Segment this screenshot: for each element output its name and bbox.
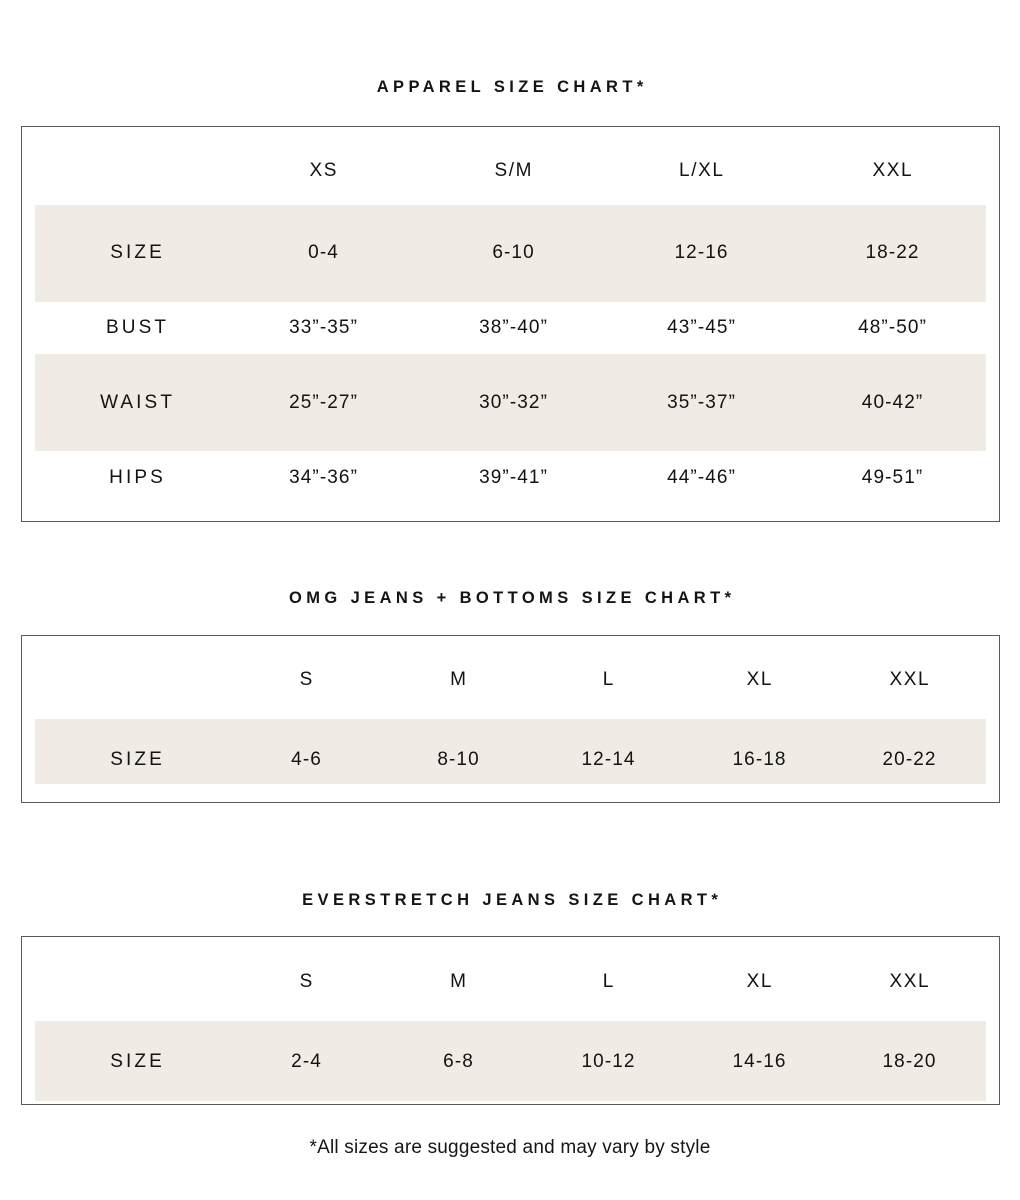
apparel-row-label-bust: BUST [106,317,170,338]
apparel-cell-size-xxl: 18-22 [865,242,920,263]
apparel-column-header-s-m: S/M [494,160,534,181]
everstretch-jeans-cell-size-s: 2-4 [291,1051,322,1072]
apparel-cell-waist-s-m: 30”-32” [479,392,549,413]
apparel-column-header-xs: XS [309,160,339,181]
apparel-cell-bust-l-xl: 43”-45” [667,317,737,338]
apparel-cell-hips-s-m: 39”-41” [479,467,549,488]
omg-jeans-cell-size-xl: 16-18 [732,749,787,770]
omg-jeans-cell-size-m: 8-10 [437,749,480,770]
apparel-cell-size-xs: 0-4 [308,242,339,263]
apparel-chart-title: APPAREL SIZE CHART* [376,78,648,96]
apparel-cell-bust-xxl: 48”-50” [858,317,928,338]
apparel-cell-hips-xs: 34”-36” [289,467,359,488]
omg-jeans-cell-size-s: 4-6 [291,749,322,770]
apparel-column-header-xxl: XXL [872,160,914,181]
apparel-cell-size-s-m: 6-10 [492,242,535,263]
everstretch-jeans-cell-size-xl: 14-16 [732,1051,787,1072]
apparel-size-table [21,126,1000,522]
everstretch-jeans-column-header-s: S [299,971,314,992]
apparel-column-header-l-xl: L/XL [679,160,725,181]
everstretch-jeans-chart-title: EVERSTRETCH JEANS SIZE CHART* [302,891,723,909]
omg-jeans-size-table [21,635,1000,803]
everstretch-jeans-column-header-m: M [450,971,468,992]
omg-jeans-cell-size-l: 12-14 [581,749,636,770]
apparel-row-label-hips: HIPS [109,467,166,488]
omg-jeans-row-shade-size [35,719,986,784]
everstretch-jeans-column-header-xxl: XXL [889,971,931,992]
everstretch-jeans-size-table [21,936,1000,1105]
apparel-cell-size-l-xl: 12-16 [674,242,729,263]
omg-jeans-column-header-l: L [602,669,615,690]
omg-jeans-column-header-s: S [299,669,314,690]
omg-jeans-cell-size-xxl: 20-22 [882,749,937,770]
omg-jeans-row-label-size: SIZE [110,749,165,770]
everstretch-jeans-cell-size-xxl: 18-20 [882,1051,937,1072]
omg-jeans-column-header-m: M [450,669,468,690]
apparel-cell-bust-xs: 33”-35” [289,317,359,338]
everstretch-jeans-row-label-size: SIZE [110,1051,165,1072]
omg-jeans-column-header-xxl: XXL [889,669,931,690]
apparel-cell-hips-xxl: 49-51” [861,467,924,488]
omg-jeans-column-header-xl: XL [746,669,774,690]
apparel-row-label-waist: WAIST [100,392,176,413]
apparel-row-label-size: SIZE [110,242,165,263]
omg-jeans-chart-title: OMG JEANS + BOTTOMS SIZE CHART* [288,589,736,607]
everstretch-jeans-column-header-xl: XL [746,971,774,992]
everstretch-jeans-row-shade-size [35,1021,986,1101]
apparel-cell-waist-l-xl: 35”-37” [667,392,737,413]
size-chart-footnote: *All sizes are suggested and may vary by style [309,1137,711,1158]
everstretch-jeans-cell-size-m: 6-8 [443,1051,474,1072]
everstretch-jeans-column-header-l: L [602,971,615,992]
apparel-cell-hips-l-xl: 44”-46” [667,467,737,488]
apparel-cell-bust-s-m: 38”-40” [479,317,549,338]
everstretch-jeans-cell-size-l: 10-12 [581,1051,636,1072]
apparel-cell-waist-xs: 25”-27” [289,392,359,413]
apparel-cell-waist-xxl: 40-42” [861,392,924,413]
